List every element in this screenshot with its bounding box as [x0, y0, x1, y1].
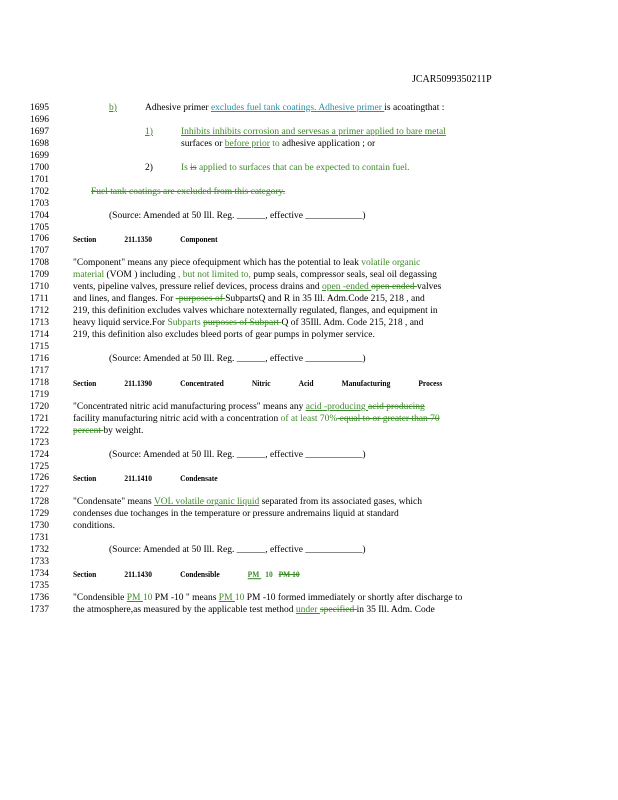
text-run: Fuel tank coatings are excluded from this category. [91, 186, 286, 197]
line-number: 1695 [30, 103, 49, 113]
text-run: Q of 35Ill. Adm. Code 215, 218 , and [281, 318, 424, 329]
text-run: acid -producing [305, 401, 369, 412]
line-number: 1705 [30, 222, 49, 233]
text-run: 10 [234, 592, 247, 603]
line-number: 1735 [30, 581, 49, 591]
line-number: 1728 [30, 497, 49, 508]
text-run: in 35 Ill. Adm. Code [356, 604, 435, 615]
line-number: 1704 [30, 210, 49, 221]
text-run: volatile organic [361, 258, 421, 269]
section-heading-part: 211.1430 [124, 569, 153, 580]
line-number: 1725 [30, 461, 49, 472]
text-run: adhesive application ; or [282, 138, 376, 149]
line-number: 1736 [30, 592, 49, 603]
text-run: to [269, 138, 283, 149]
line-number: 1718 [30, 377, 49, 388]
section-heading-part: Section [73, 235, 97, 245]
text-run: purposes of Subpart [203, 318, 282, 329]
text-run: specified [319, 604, 357, 615]
line-number: 1733 [30, 557, 49, 568]
text-run: valves [417, 282, 442, 293]
section-heading-edit: PM 10 [278, 569, 300, 580]
text-run: "Condensate" means [73, 497, 154, 508]
text-run: facility manufacturing nitric acid with a concentration [73, 413, 281, 424]
text-run: Inhibits inhibits corrosion and servesas a primer applied to bare metal [181, 126, 446, 137]
line-number: 1730 [30, 521, 49, 532]
document-line [0, 604, 618, 617]
line-number: 1715 [30, 342, 49, 352]
section-heading-part: Section [73, 378, 97, 389]
section-heading-part: 211.1350 [124, 235, 153, 245]
line-number: 1723 [30, 437, 49, 448]
line-number: 1710 [30, 282, 49, 293]
line-number: 1711 [30, 294, 49, 305]
text-run: (Source: Amended at 50 Ill. Reg. ______, effective ____________) [109, 353, 366, 364]
text-run: Adhesive primer excludes fuel tank coatings. Adhesive primer is acoatingthat : [145, 103, 445, 113]
section-heading-edit: PM [247, 569, 262, 580]
text-run: is [190, 162, 197, 173]
text-run: (Source: Amended at 50 Ill. Reg. ______, effective ____________) [109, 449, 366, 460]
text-run: before prior [224, 138, 270, 149]
text-run: 219, this definition also excludes bleed ports of gear pumps in polymer service. [73, 330, 375, 341]
line-number: 1701 [30, 174, 49, 185]
line-number: 1706 [30, 234, 49, 245]
line-number: 1712 [30, 306, 49, 317]
section-heading-part: Component [180, 235, 218, 245]
section-heading-part: Section [73, 569, 97, 580]
line-number: 1708 [30, 258, 49, 269]
text-run: "Concentrated nitric acid manufacturing process" means any [73, 401, 306, 412]
text-run: 219, this definition excludes valves whichare notexternally regulated, flanges, and equipment in [73, 306, 438, 317]
text-run: conditions. [73, 521, 115, 532]
text-run: (Source: Amended at 50 Ill. Reg. ______, effective ____________) [109, 545, 366, 556]
text-run: (VOM ) including [106, 270, 179, 281]
line-number: 1709 [30, 270, 49, 281]
text-run: condenses due tochanges in the temperature or pressure andremains liquid at standard [73, 509, 399, 520]
line-number: 1696 [30, 114, 49, 125]
text-run: vents, pipeline valves, pressure relief devices, process drains and [73, 282, 323, 293]
text-run: pump seals, compressor seals, seal oil degassing [250, 270, 437, 281]
text-run: is acoatingthat : [384, 103, 445, 113]
text-run: by weight. [103, 425, 144, 436]
line-number: 1732 [30, 545, 49, 556]
text-run: (Source: Amended at 50 Ill. Reg. ______, effective ____________) [109, 210, 366, 221]
line-number: 1727 [30, 485, 49, 496]
line-number: 1716 [30, 353, 49, 364]
line-number: 1703 [30, 198, 49, 209]
section-heading-part: Acid [298, 378, 314, 389]
section-heading-edit: 10 [265, 569, 275, 580]
section-heading-part: Process [418, 378, 443, 389]
text-run: acid producing [368, 401, 425, 412]
text-run: , but not limited to, [178, 270, 251, 281]
line-number: 1719 [30, 389, 49, 400]
text-run: 1) [145, 126, 153, 137]
text-run: open ended [371, 282, 418, 293]
text-run: PM [126, 592, 143, 603]
text-run: open -ended [322, 282, 372, 293]
line-number: 1707 [30, 246, 49, 257]
line-number: 1726 [30, 473, 49, 484]
line-number: 1699 [30, 150, 49, 161]
text-run: excludes fuel tank coatings. Adhesive primer [210, 103, 385, 113]
line-number: 1729 [30, 509, 49, 520]
line-number: 1724 [30, 449, 49, 460]
line-number: 1713 [30, 318, 49, 329]
line-number: 1720 [30, 401, 49, 412]
text-run: PM [218, 592, 235, 603]
text-run: b) [109, 103, 117, 113]
document-id-header: JCAR5099350211P [412, 74, 492, 85]
section-heading-part: 211.1410 [124, 474, 153, 484]
line-number: 1734 [30, 569, 49, 580]
text-run: Is is applied to surfaces that can be expected to contain fuel. [181, 162, 410, 173]
text-run: under [295, 604, 320, 615]
line-number: 1737 [30, 604, 49, 615]
text-run: 10 [142, 592, 155, 603]
line-text [73, 604, 535, 617]
section-heading-part: Manufacturing [341, 378, 391, 389]
line-number: 1700 [30, 162, 49, 173]
text-run: PM -10 " means [154, 592, 219, 603]
text-run: volatile organic liquid [175, 497, 260, 508]
text-run: "Condensible [73, 592, 127, 603]
line-number: 1698 [30, 138, 49, 149]
text-run: and lines, and flanges. For [73, 294, 176, 305]
text-run: percent [73, 425, 104, 436]
text-run: SubpartsQ and R in 35 Ill. Adm.Code 215, 218 , and [225, 294, 425, 305]
text-run: equal to or greater than 70 [337, 413, 440, 424]
line-number: 1714 [30, 330, 49, 341]
text-run: "Component" means any piece ofequipment which has the potential to leak [73, 258, 362, 269]
section-heading-part: Nitric [251, 378, 271, 389]
text-run: surfaces or before prior to adhesive application ; or [181, 138, 376, 149]
text-run: Subparts [167, 318, 204, 329]
line-number: 1702 [30, 186, 49, 197]
text-run: -purposes of [175, 294, 226, 305]
line-number: 1717 [30, 365, 49, 376]
text-run: the atmosphere,as measured by the applicable test method [73, 604, 296, 615]
text-run: heavy liquid service.For [73, 318, 168, 329]
text-run: of at least 70% [280, 413, 338, 424]
line-number: 1731 [30, 533, 49, 544]
text-run: separated from its associated gases, which [259, 497, 422, 508]
line-number: 1697 [30, 126, 49, 137]
text-run: corrosion and servesas a primer applied to bare metal [240, 126, 446, 137]
text-run: applied to surfaces that can be expected to contain fuel. [196, 162, 410, 173]
text-run: VOL [153, 497, 176, 508]
text-run: material [73, 270, 107, 281]
section-heading-part: Condensible [180, 569, 220, 580]
line-number: 1721 [30, 413, 49, 424]
section-heading-part: 211.1390 [124, 378, 153, 389]
text-run: 2) [145, 162, 153, 173]
line-number: 1722 [30, 425, 49, 436]
section-heading-part: Concentrated [180, 378, 224, 389]
section-heading-part: Condensate [180, 474, 218, 484]
section-heading-part: Section [73, 474, 97, 484]
text-run: PM -10 formed immediately or shortly after discharge to [246, 592, 463, 603]
